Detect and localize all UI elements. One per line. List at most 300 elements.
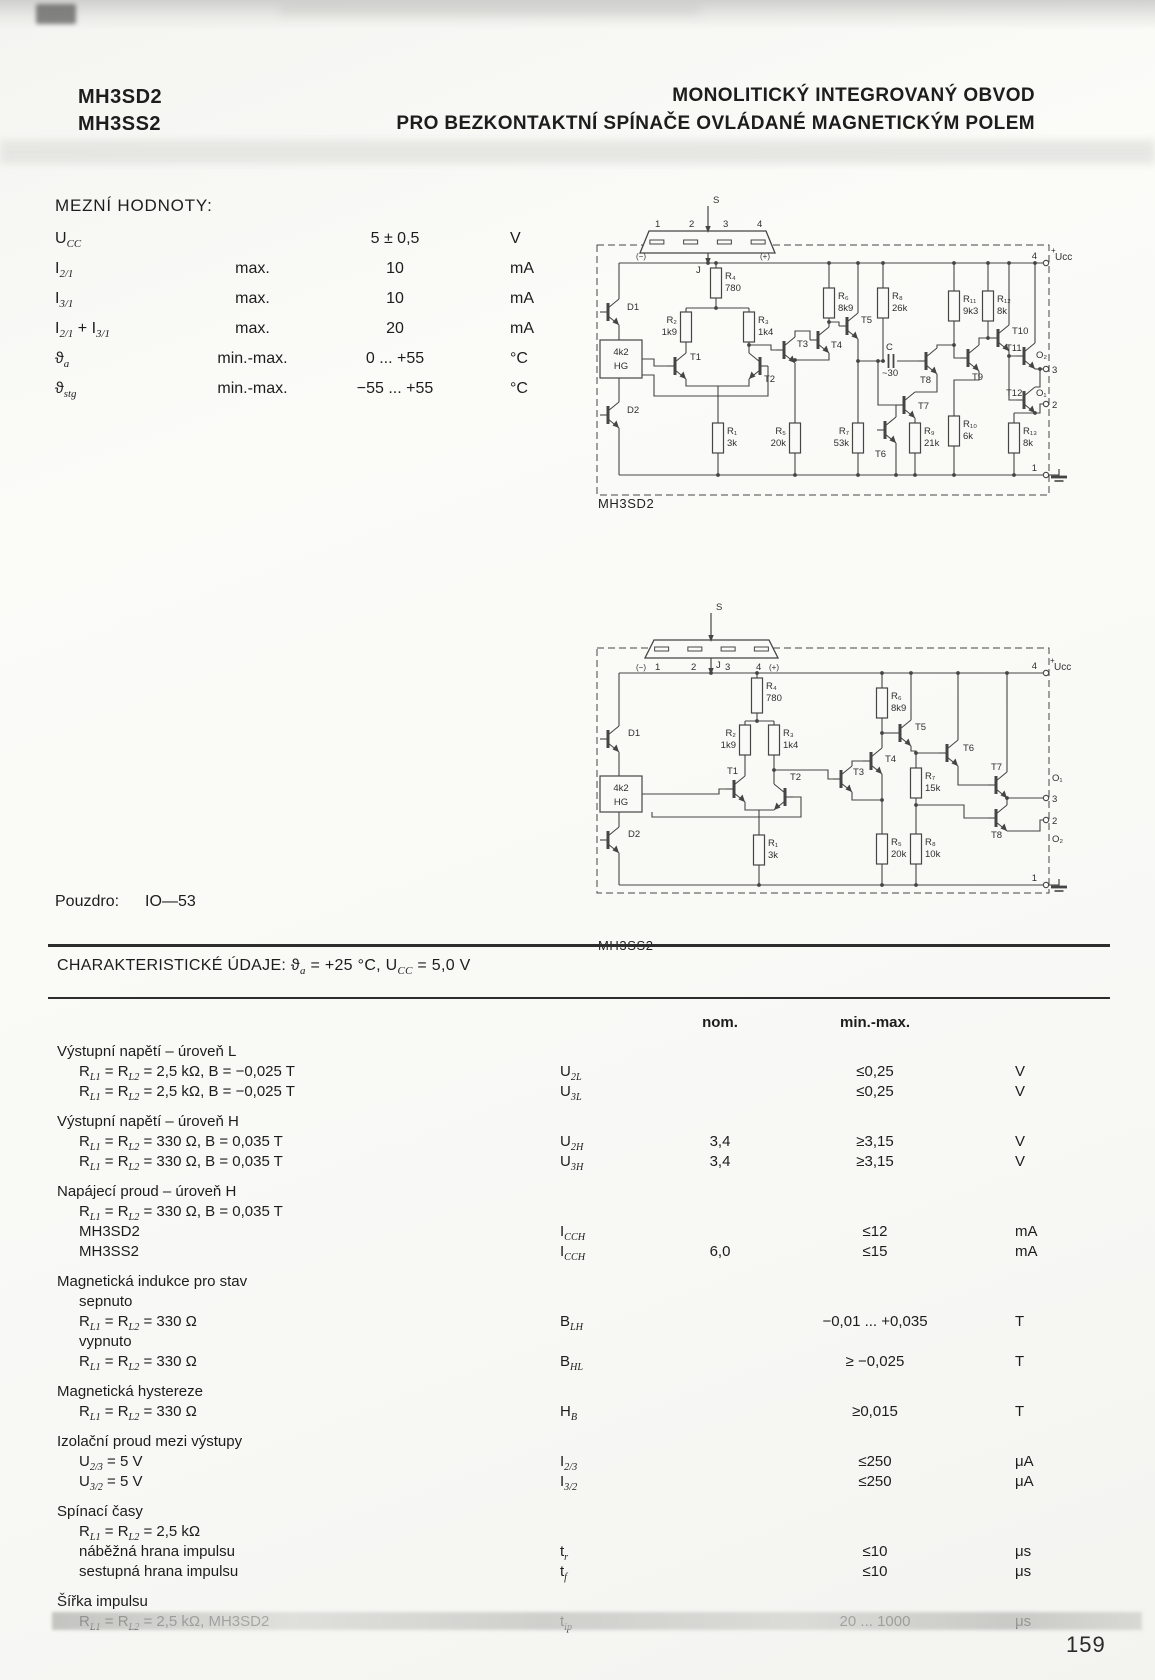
- node-dot: [913, 473, 917, 477]
- emitter-arrow: [823, 346, 830, 354]
- schematic-text: 1: [655, 219, 661, 230]
- row-unit: V: [1015, 1063, 1026, 1080]
- row-minmax-value: ≤0,25: [856, 1063, 894, 1080]
- column-header-nom: nom.: [702, 1014, 738, 1031]
- row-nom-value: [660, 1472, 780, 1492]
- part-number-1: MH3SD2: [78, 86, 163, 108]
- table-row: [55, 1152, 1130, 1172]
- resistor-name: R₁₃: [1023, 426, 1037, 437]
- emitter-arrow: [613, 318, 620, 326]
- table-row: [55, 1522, 1130, 1542]
- table-section-title: Napájecí proud – úroveň H: [57, 1183, 237, 1200]
- resistor-name: R₆: [838, 291, 849, 302]
- table-row: [55, 1082, 1130, 1102]
- node-dot: [881, 261, 885, 265]
- transistor: [918, 348, 937, 374]
- resistor: [824, 288, 835, 318]
- hall-generator-label: HG: [613, 361, 629, 372]
- resistor: [911, 768, 922, 798]
- table-row: [55, 1222, 1130, 1242]
- hall-generator-label: 4k2: [613, 347, 629, 358]
- row-condition: MH3SD2: [79, 1223, 140, 1240]
- row-minmax-value: ≥3,15: [856, 1133, 894, 1150]
- transistor-collector: [818, 327, 829, 336]
- limit-row: [55, 260, 615, 290]
- row-nom-value: [660, 1352, 780, 1372]
- resistor-value: 8k: [997, 306, 1008, 317]
- schematic-text: 3: [725, 662, 731, 673]
- resistor-name: R₈: [892, 291, 903, 302]
- transistor: [960, 345, 979, 371]
- transistor-collector: [749, 353, 760, 362]
- limit-symbol: $I_{2/1} + I_{3/1}$: [55, 320, 110, 341]
- row-symbol: $t_f$: [560, 1563, 568, 1583]
- row-nom-value: [660, 1292, 780, 1312]
- schematic-text: 3: [723, 219, 729, 230]
- transistor-collector: [784, 337, 795, 346]
- title-line-1: MONOLITICKÝ INTEGROVANÝ OBVOD: [672, 85, 1035, 106]
- table-row: [55, 1202, 1130, 1222]
- diagram1-caption: MH3SD2: [598, 496, 655, 511]
- resistor: [740, 725, 751, 755]
- resistor: [754, 835, 765, 865]
- table-row: [55, 1352, 1130, 1372]
- limit-row: [55, 350, 615, 380]
- transistor: [726, 776, 745, 802]
- resistor-name: R₂: [725, 728, 736, 739]
- node-dot: [1038, 367, 1042, 371]
- pin-terminal: [1043, 401, 1048, 406]
- resistor: [911, 834, 922, 864]
- transistor-name: T3: [797, 339, 809, 350]
- resistor-value: 53k: [833, 438, 849, 449]
- schematic-text: J: [696, 265, 701, 276]
- limit-row: [55, 320, 615, 350]
- node-dot: [880, 798, 884, 802]
- schematic-text: Ucc: [1054, 662, 1072, 673]
- resistor: [878, 288, 889, 318]
- resistor: [769, 725, 780, 755]
- row-unit: V: [1015, 1083, 1026, 1100]
- transistor-name: T11: [1006, 343, 1022, 354]
- resistor: [744, 312, 755, 342]
- pin-terminal: [1043, 260, 1048, 265]
- transistor-name: D2: [628, 829, 641, 840]
- row-minmax-value: ≤0,25: [856, 1083, 894, 1100]
- wire: [642, 359, 667, 366]
- resistor-value: 8k9: [891, 703, 907, 714]
- transistor-collector: [996, 772, 1007, 781]
- emitter-arrow: [952, 759, 959, 767]
- resistor-value: 3k: [768, 850, 779, 861]
- node-dot: [716, 473, 720, 477]
- limits-heading: MEZNÍ HODNOTY:: [55, 196, 213, 215]
- limit-symbol: $I_{2/1}$: [55, 260, 74, 281]
- wire: [954, 321, 960, 358]
- table-rule-mid: [48, 997, 1110, 999]
- row-minmax-value: −0,01 ... +0,035: [822, 1313, 928, 1330]
- transistor-collector: [871, 748, 882, 757]
- resistor: [949, 291, 960, 321]
- transistor-name: T9: [972, 372, 984, 383]
- row-unit: V: [1015, 1133, 1026, 1150]
- node-dot: [714, 261, 718, 265]
- wire: [642, 789, 726, 794]
- limit-values-section: [55, 196, 615, 410]
- transistor: [939, 740, 958, 766]
- limit-row: [55, 380, 615, 410]
- schematic-text: O₁: [1052, 773, 1063, 784]
- transistor-name: T7: [918, 401, 930, 412]
- table-section-title: Šířka impulsu: [57, 1593, 148, 1610]
- transistor: [892, 720, 911, 746]
- package-pin-slot: [751, 240, 765, 244]
- transistor-collector: [947, 740, 958, 749]
- node-dot: [706, 261, 710, 265]
- limit-symbol: $U_{CC}$: [55, 230, 82, 251]
- schematic-text: Ucc: [1055, 252, 1073, 263]
- resistor-value: 1k4: [758, 327, 774, 338]
- resistor-value: 1k4: [783, 740, 799, 751]
- row-unit: mA: [1015, 1223, 1038, 1240]
- table-row: [55, 1332, 1130, 1352]
- transistor-collector: [734, 776, 745, 785]
- row-minmax-value: ≤10: [862, 1563, 888, 1580]
- resistor: [790, 423, 801, 453]
- transistor-name: T8: [920, 375, 932, 386]
- node-dot: [956, 671, 960, 675]
- row-nom-value: [660, 1332, 780, 1352]
- emitter-arrow: [909, 411, 916, 419]
- schematic-text: 4: [1031, 251, 1037, 262]
- transistor-name: T6: [875, 449, 887, 460]
- wire: [937, 345, 954, 348]
- node-dot: [1007, 354, 1011, 358]
- resistor-name: R₁₂: [997, 294, 1011, 305]
- node-dot: [793, 358, 797, 362]
- node-dot: [1012, 473, 1016, 477]
- node-dot: [856, 261, 860, 265]
- row-symbol: $I_{2/3}$: [560, 1453, 578, 1473]
- schematic-text: S: [716, 602, 723, 613]
- transistor-collector: [608, 402, 619, 411]
- row-minmax-value: ≤250: [858, 1473, 892, 1490]
- transistor: [600, 726, 619, 752]
- limit-symbol: $I_{3/1}$: [55, 290, 74, 311]
- emitter-arrow: [749, 372, 756, 380]
- transistor: [600, 299, 619, 325]
- schematic-text: O₂: [1052, 834, 1064, 845]
- transistor-name: D1: [628, 728, 641, 739]
- schematic-text: J: [716, 660, 721, 671]
- row-unit: T: [1015, 1353, 1025, 1370]
- schematic-text: 2: [689, 219, 695, 230]
- row-minmax-value: ≥3,15: [856, 1153, 894, 1170]
- limit-symbol: $ϑ_{stg}$: [55, 380, 77, 401]
- limit-condition: max.: [235, 260, 270, 277]
- row-unit: μs: [1015, 1543, 1032, 1560]
- node-dot: [747, 343, 751, 347]
- limit-value: 5 ± 0,5: [370, 230, 420, 247]
- resistor-name: R₃: [783, 728, 794, 739]
- resistor: [853, 423, 864, 453]
- limit-condition: min.-max.: [217, 350, 288, 367]
- node-dot: [1005, 796, 1009, 800]
- row-minmax-value: ≥0,015: [852, 1403, 898, 1420]
- limit-condition: max.: [235, 290, 270, 307]
- transistor: [988, 772, 1007, 798]
- row-condition: $R_{L1} = R_{L2} = 330$ Ω, B = 0,035 T: [79, 1203, 283, 1223]
- package-pin-slot: [754, 647, 768, 651]
- circuit-diagram-mh3sd2: [594, 190, 1080, 502]
- schematic-text: (−): [636, 663, 646, 672]
- resistor: [983, 291, 994, 321]
- row-nom-value: [660, 1542, 780, 1562]
- row-minmax-value: ≤15: [862, 1243, 888, 1260]
- table-rule-top: [48, 944, 1110, 947]
- transistor: [833, 766, 852, 792]
- row-condition: $R_{L1} = R_{L2} = 330$ Ω: [79, 1313, 197, 1333]
- emitter-arrow: [852, 332, 859, 340]
- limit-value: 20: [386, 320, 404, 337]
- schematic-text: 4: [757, 219, 763, 230]
- resistor-value: 26k: [892, 303, 908, 314]
- package-line: [55, 893, 196, 911]
- node-dot: [856, 473, 860, 477]
- schematic-text: (+): [760, 252, 770, 261]
- table-row: [55, 1452, 1130, 1472]
- part-number-2: MH3SS2: [78, 113, 162, 135]
- table-row: [55, 1292, 1130, 1312]
- pin-terminal: [1043, 882, 1048, 887]
- pin-terminal: [1043, 366, 1048, 371]
- resistor-value: 3k: [727, 438, 738, 449]
- table-section: [55, 1382, 1130, 1422]
- resistor-value: 9k3: [963, 306, 979, 317]
- node-dot: [856, 359, 860, 363]
- resistor-name: R₉: [924, 426, 935, 437]
- transistor-name: T4: [831, 340, 843, 351]
- transistor: [774, 784, 793, 810]
- resistor-value: 15k: [925, 783, 941, 794]
- resistor: [752, 678, 763, 713]
- limit-value: −55 ... +55: [356, 380, 434, 397]
- column-header-minmax: min.-max.: [839, 1014, 911, 1031]
- resistor-name: R₁: [727, 426, 738, 437]
- wire: [686, 379, 749, 386]
- page-title: [275, 82, 1035, 138]
- row-unit: [970, 1332, 1110, 1352]
- node-dot: [880, 731, 884, 735]
- limit-value: 0 ... +55: [365, 350, 425, 367]
- row-unit: [970, 1292, 1110, 1312]
- row-condition: sestupná hrana impulsu: [79, 1563, 239, 1580]
- schematic-text: S: [713, 195, 720, 206]
- resistor: [1009, 423, 1020, 453]
- transistor-collector: [996, 805, 1007, 814]
- row-condition: náběžná hrana impulsu: [79, 1543, 235, 1560]
- row-nom-value: [660, 1452, 780, 1472]
- resistor-name: R₅: [775, 426, 786, 437]
- node-dot: [986, 336, 990, 340]
- resistor-value: 20k: [891, 849, 907, 860]
- resistor-name: R₁₁: [963, 294, 977, 305]
- transistor-name: D2: [627, 405, 640, 416]
- row-minmax-value: ≤250: [858, 1453, 892, 1470]
- wire: [852, 761, 863, 766]
- node-dot: [709, 671, 713, 675]
- row-symbol: [560, 1522, 660, 1542]
- scan-artifact-bar: [52, 1612, 1142, 1630]
- limit-row: [55, 230, 615, 260]
- schematic-text: 1: [655, 662, 661, 673]
- characteristics-heading: CHARAKTERISTICKÉ ÚDAJE: $ϑ_a = +25$ °C, $U_{CC} = 5,0$ V: [57, 957, 471, 978]
- limit-unit: mA: [510, 290, 534, 307]
- table-row: [55, 1542, 1130, 1562]
- row-minmax-value: ≥ −0,025: [845, 1353, 905, 1370]
- package-pin-slot: [717, 240, 731, 244]
- resistor-value: 780: [766, 693, 782, 704]
- row-condition: vypnuto: [79, 1333, 132, 1350]
- node-dot: [793, 473, 797, 477]
- node-dot: [894, 473, 898, 477]
- table-row: [55, 1402, 1130, 1422]
- schematic-text: (+): [769, 663, 779, 672]
- resistor-name: R₃: [758, 315, 769, 326]
- node-dot: [1005, 671, 1009, 675]
- row-condition: $R_{L1} = R_{L2} = 330$ Ω, B = 0,035 T: [79, 1153, 283, 1173]
- row-nom-value: [660, 1562, 780, 1582]
- transistor-collector: [675, 353, 686, 362]
- row-nom-value: 6,0: [709, 1243, 731, 1260]
- transistor: [667, 353, 686, 379]
- row-symbol: [560, 1292, 660, 1312]
- transistor: [877, 417, 896, 443]
- resistor-value: 8k: [1023, 438, 1034, 449]
- schematic-text: 1: [1031, 463, 1037, 474]
- limit-value: 10: [386, 260, 404, 277]
- limit-condition: max.: [235, 320, 270, 337]
- node-dot: [986, 261, 990, 265]
- schematic-text: 4: [1031, 661, 1037, 672]
- row-nom-value: 3,4: [709, 1153, 731, 1170]
- wire: [852, 792, 882, 800]
- resistor-name: R₆: [891, 691, 902, 702]
- schematic-text: 4: [756, 662, 762, 673]
- limit-condition: min.-max.: [217, 380, 288, 397]
- emitter-arrow: [680, 372, 687, 380]
- row-symbol: [560, 1202, 660, 1222]
- limit-symbol: $ϑ_a$: [55, 350, 70, 371]
- limit-unit: mA: [510, 320, 534, 337]
- node-dot: [772, 768, 776, 772]
- resistor: [681, 312, 692, 342]
- emitter-arrow: [905, 739, 912, 747]
- emitter-arrow: [890, 436, 897, 444]
- table-section: [55, 1502, 1130, 1582]
- transistor-collector: [608, 299, 619, 308]
- transistor: [810, 327, 829, 353]
- limit-unit: °C: [510, 380, 528, 397]
- scan-artifact-band: [0, 140, 1155, 164]
- row-minmax-value: [780, 1332, 970, 1352]
- transistor: [839, 313, 858, 339]
- node-dot: [827, 320, 831, 324]
- limit-row: [55, 290, 615, 320]
- node-dot: [1033, 411, 1037, 415]
- limit-value: 10: [386, 290, 404, 307]
- row-unit: mA: [1015, 1243, 1038, 1260]
- transistor-collector: [1024, 343, 1035, 352]
- table-row: [55, 1062, 1130, 1082]
- row-unit: μA: [1015, 1453, 1034, 1470]
- node-dot: [755, 719, 759, 723]
- schematic-text: 2: [1052, 816, 1058, 827]
- transistor-collector: [900, 720, 911, 729]
- package-pin-slot: [688, 647, 702, 651]
- resistor: [711, 268, 722, 298]
- node-dot: [914, 803, 918, 807]
- transistor-collector: [774, 784, 785, 793]
- page-number: 159: [1066, 1632, 1106, 1657]
- resistor-value: 21k: [924, 438, 940, 449]
- transistor: [863, 748, 882, 774]
- emitter-arrow: [613, 421, 620, 429]
- resistor: [713, 423, 724, 453]
- limits-table: [55, 230, 615, 410]
- wire: [916, 805, 988, 818]
- transistor-collector: [847, 313, 858, 322]
- resistor-value: 1k9: [661, 327, 677, 338]
- resistor-value: 780: [725, 283, 741, 294]
- hall-generator-box: [600, 340, 642, 378]
- emitter-arrow: [1029, 362, 1036, 370]
- emitter-arrow: [876, 767, 883, 775]
- transistor-name: T4: [885, 754, 897, 765]
- transistor-name: T1: [727, 766, 739, 777]
- row-symbol: $U_{2H}$: [560, 1133, 584, 1153]
- resistor-name: R₁₀: [963, 419, 978, 430]
- table-section: [55, 1182, 1130, 1262]
- node-dot: [880, 671, 884, 675]
- transistor: [896, 392, 915, 418]
- wire: [911, 746, 916, 768]
- transistor-name: T7: [991, 762, 1003, 773]
- row-unit: T: [1015, 1313, 1025, 1330]
- row-condition: $R_{L1} = R_{L2} = 2,5$ kΩ: [79, 1523, 201, 1543]
- emitter-arrow: [774, 803, 781, 811]
- table-section-title: Výstupní napětí – úroveň H: [57, 1113, 239, 1130]
- table-section-title: Izolační proud mezi výstupy: [57, 1433, 243, 1450]
- transistor-collector: [841, 766, 852, 775]
- transistor: [776, 337, 795, 363]
- table-section-title: Výstupní napětí – úroveň L: [57, 1043, 237, 1060]
- scan-artifact-smudge: [280, 0, 700, 14]
- diagram-border: [597, 245, 1049, 495]
- node-dot: [909, 671, 913, 675]
- table-section-title: Spínací časy: [57, 1503, 143, 1520]
- transistor-name: T8: [991, 830, 1003, 841]
- row-unit: [970, 1202, 1110, 1222]
- node-dot: [880, 883, 884, 887]
- transistor-name: T6: [963, 743, 975, 754]
- emitter-arrow: [846, 785, 853, 793]
- row-symbol: $t_r$: [560, 1543, 569, 1563]
- transistor-collector: [998, 325, 1009, 334]
- node-dot: [881, 359, 885, 363]
- row-condition: $R_{L1} = R_{L2} = 330$ Ω: [79, 1403, 197, 1423]
- table-row: [55, 1242, 1130, 1262]
